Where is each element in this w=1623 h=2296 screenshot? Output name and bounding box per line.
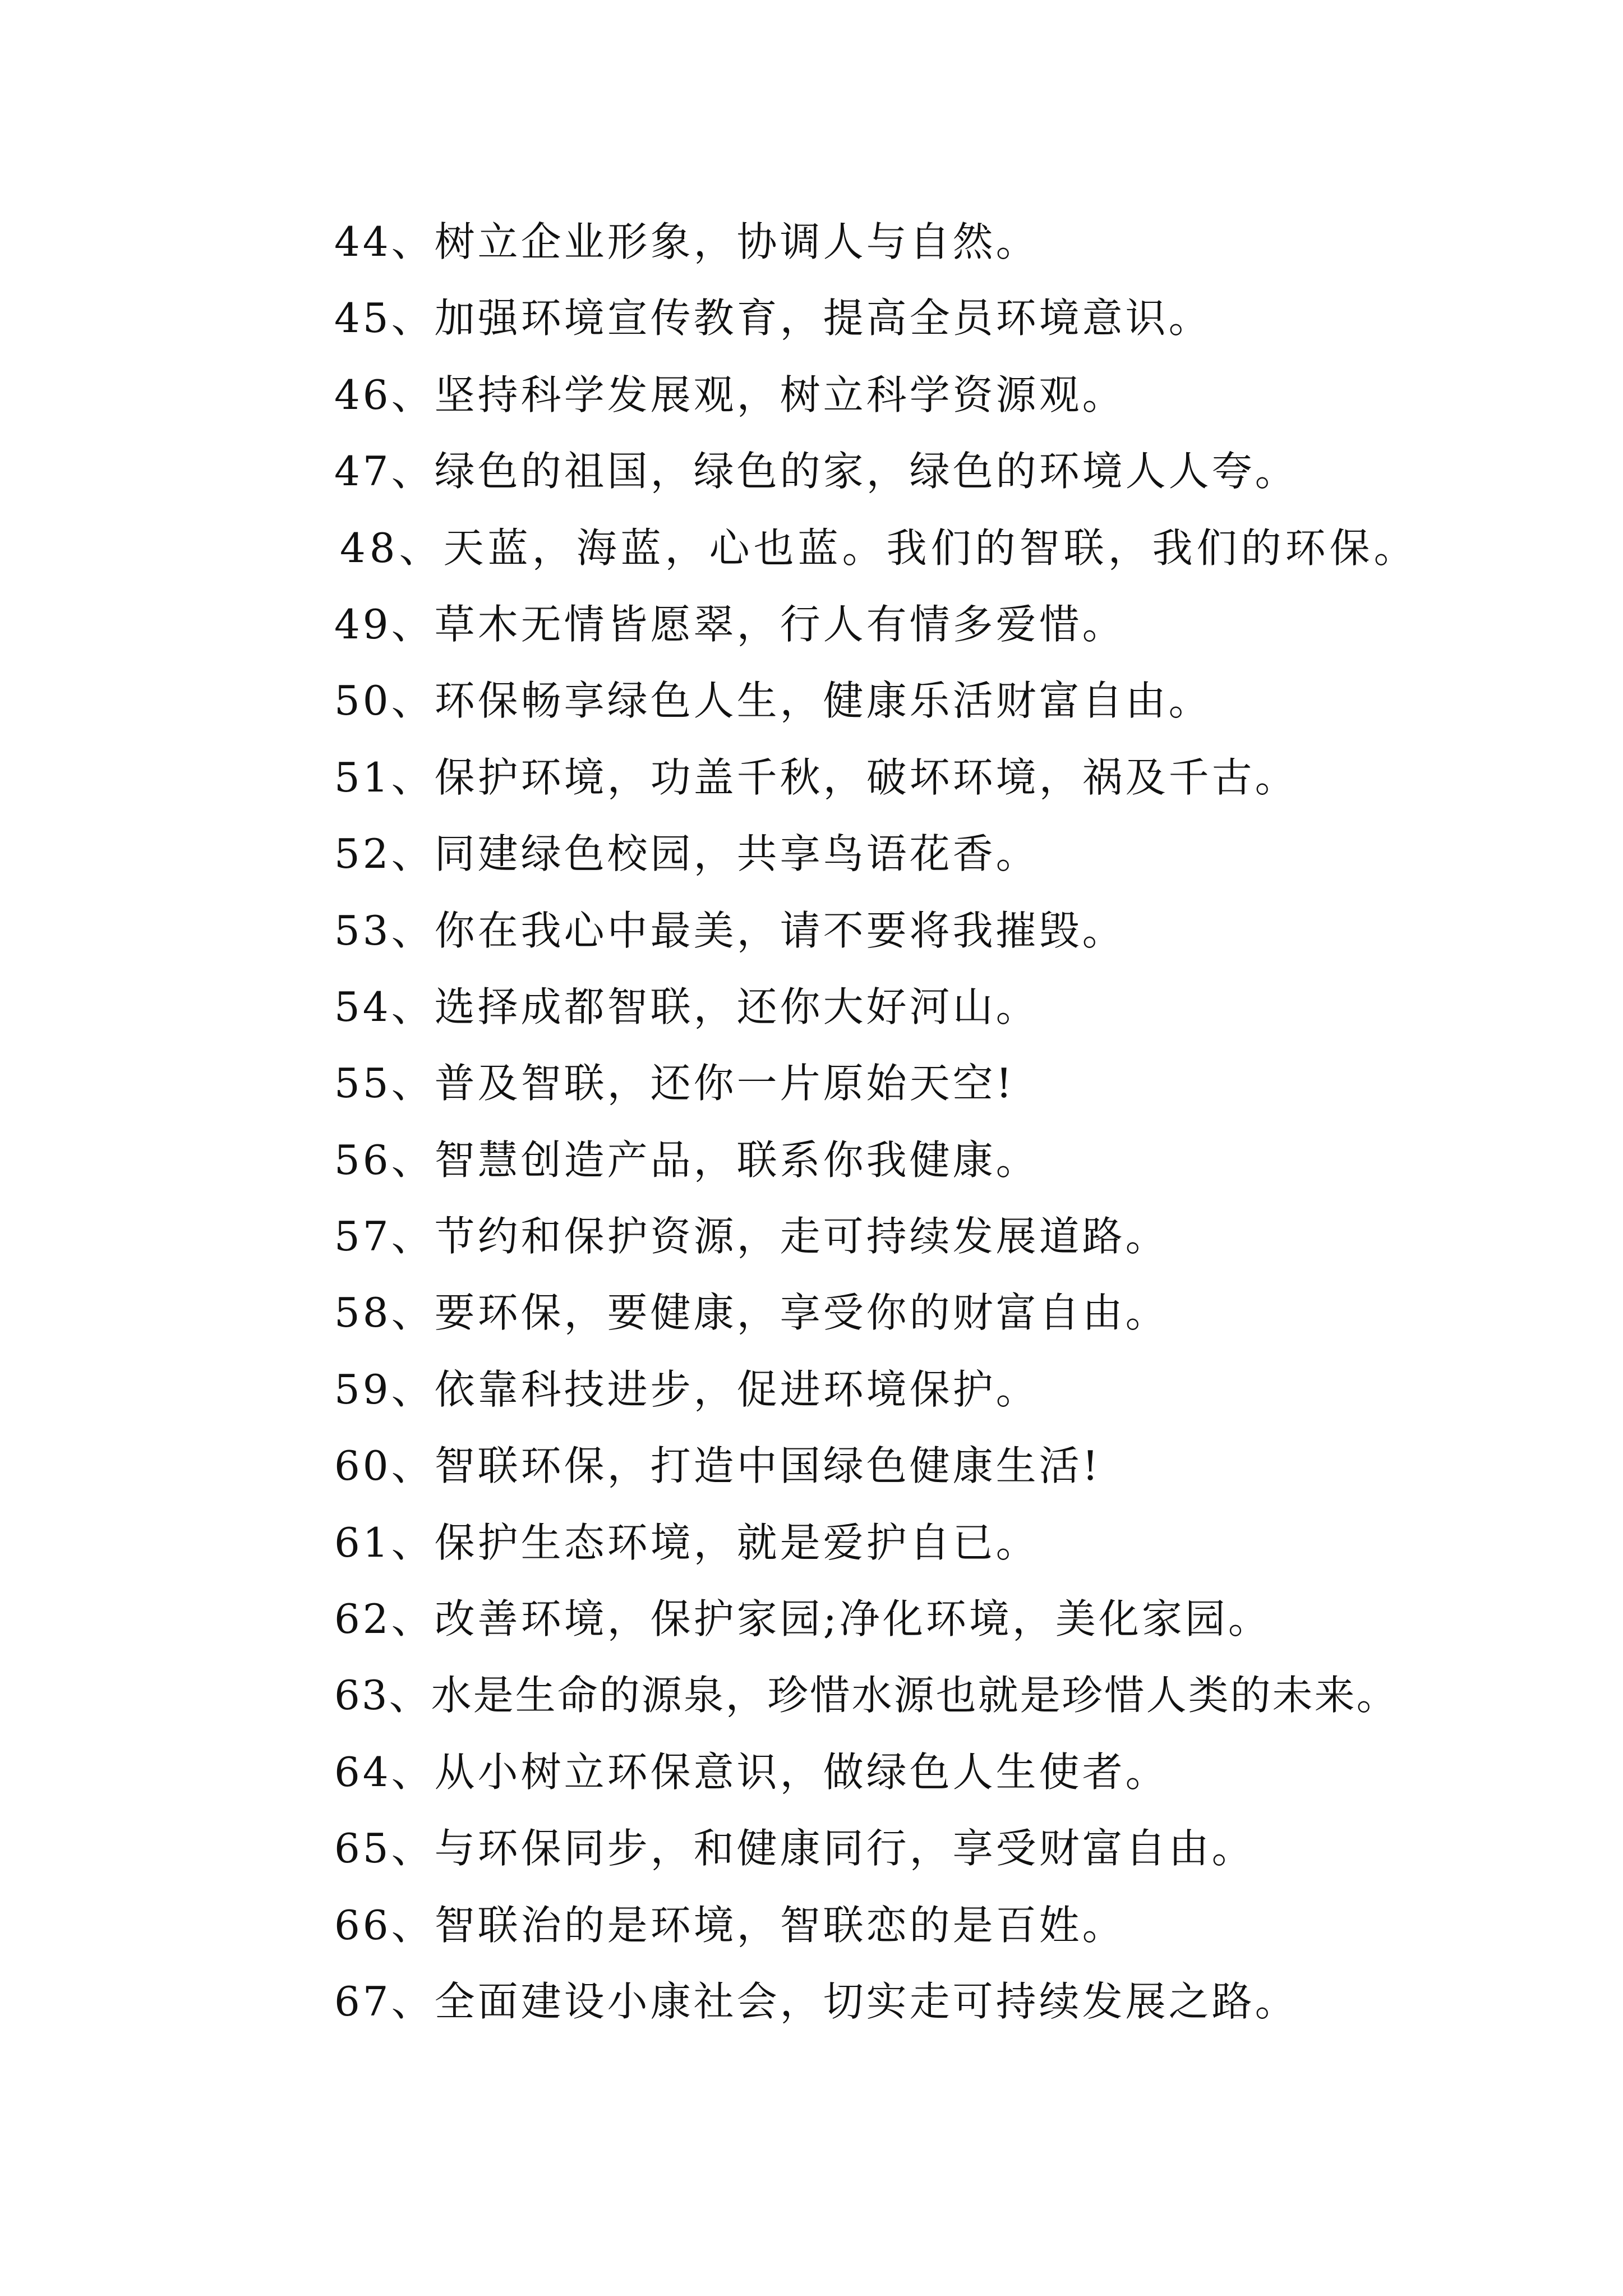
list-item: 44、树立企业形象，协调人与自然。 [334,218,1039,265]
list-item: 64、从小树立环保意识，做绿色人生使者。 [334,1748,1169,1796]
list-item: 57、节约和保护资源，走可持续发展道路。 [334,1213,1169,1260]
list-item: 45、加强环境宣传教育，提高全员环境意识。 [334,295,1212,342]
list-item: 66、智联治的是环境，智联恋的是百姓。 [334,1901,1126,1949]
list-item: 60、智联环保，打造中国绿色健康生活! [334,1442,1101,1490]
list-item: 61、保护生态环境，就是爱护自已。 [334,1519,1039,1566]
list-item: 55、普及智联，还你一片原始天空! [334,1060,1015,1107]
list-item: 59、依靠科技进步，促进环境保护。 [334,1365,1039,1413]
list-item: 62、改善环境，保护家园;净化环境，美化家园。 [334,1595,1271,1643]
list-item: 48、天蓝，海蓝，心也蓝。我们的智联，我们的环保。 [340,524,1418,572]
list-item: 46、坚持科学发展观，树立科学资源观。 [334,371,1126,418]
list-item: 49、草木无情皆愿翠，行人有情多爱惜。 [334,600,1126,648]
list-item: 47、绿色的祖国，绿色的家，绿色的环境人人夸。 [334,448,1298,495]
list-item: 51、保护环境，功盖千秋，破坏环境，祸及千古。 [334,753,1298,801]
list-item: 56、智慧创造产品，联系你我健康。 [334,1136,1039,1184]
list-item: 65、与环保同步，和健康同行，享受财富自由。 [334,1825,1255,1872]
list-item: 63、水是生命的源泉，珍惜水源也就是珍惜人类的未来。 [334,1672,1399,1719]
list-item: 53、你在我心中最美，请不要将我摧毁。 [334,907,1126,954]
list-item: 54、选择成都智联，还你大好河山。 [334,983,1039,1030]
list-item: 50、环保畅享绿色人生，健康乐活财富自由。 [334,677,1212,725]
list-item: 58、要环保，要健康，享受你的财富自由。 [334,1289,1169,1337]
list-item: 52、同建绿色校园，共享鸟语花香。 [334,830,1039,878]
slogan-list [334,204,1568,2040]
list-item: 67、全面建设小康社会，切实走可持续发展之路。 [334,1977,1298,2025]
